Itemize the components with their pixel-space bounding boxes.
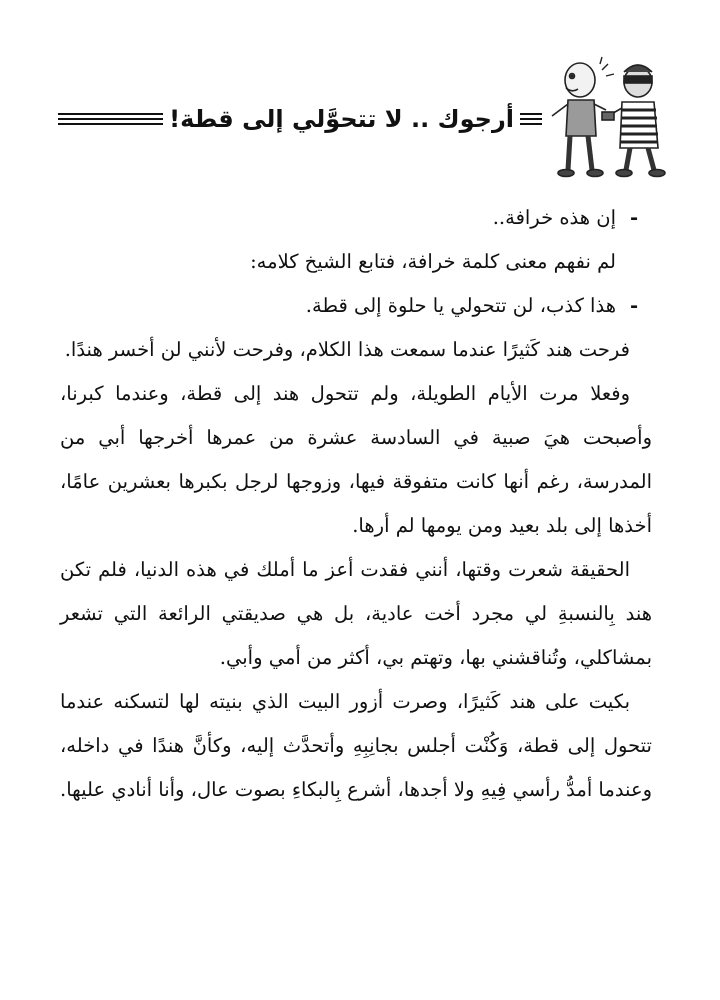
dialog-text: هذا كذب، لن تتحولي يا حلوة إلى قطة.	[305, 294, 616, 317]
narration-line: لم نفهم معنى كلمة خرافة، فتابع الشيخ كلامه:	[250, 250, 616, 273]
title-rule-right	[520, 113, 542, 125]
page-body	[60, 196, 652, 812]
dialog-line	[60, 196, 652, 240]
dialog-text: إن هذه خرافة..	[492, 206, 616, 229]
dialog-dash: -	[629, 294, 639, 317]
chapter-header	[40, 40, 672, 180]
title-row	[58, 102, 542, 136]
paragraph: الحقيقة شعرت وقتها، أنني فقدت أعز ما أملك في هذه الدنيا، فلم تكن هند بِالنسبةِ لي مجرد أخت عادية، بل هي صديقتي الرائعة التي تشعر بمشاكلي، وتُناقشني بها، وتهتم بي، أكثر من أمي وأبي.	[60, 558, 652, 669]
cartoon-illustration	[542, 52, 672, 182]
chapter-title: أرجوك .. لا تتحوَّلي إلى قطة!	[169, 105, 514, 133]
title-rule-left	[58, 113, 163, 125]
paragraph: فرحت هند كَثيرًا عندما سمعت هذا الكلام، وفرحت لأنني لن أخسر هندًا.	[64, 338, 630, 361]
dialog-dash: -	[629, 206, 639, 229]
paragraph: وفعلا مرت الأيام الطويلة، ولم تتحول هند إلى قطة، وعندما كبرنا، وأصبحت هيَ صبية في السادسة عشرة من عمرها أخرجها أبي من المدرسة، رغم أنها كانت متفوقة فيها، وزوجها لرجل بكبرها بعشرين عامًا، أخذها إلى بلد بعيد ومن يومها لم أرها.	[60, 382, 652, 537]
paragraph: بكيت على هند كَثيرًا، وصرت أزور البيت الذي بنيته لها لتسكنه عندما تتحول إلى قطة، وَكُنْت أجلس بجانِبِهِ وأتحدَّث إليه، وكأنَّ هندًا في داخله، وعندما أمدُّ رأسي فِيهِ ولا أجدها، أشرع بِالبكاءِ بصوت عال، وأنا أنادي عليها.	[60, 690, 652, 801]
dialog-line	[60, 284, 652, 328]
